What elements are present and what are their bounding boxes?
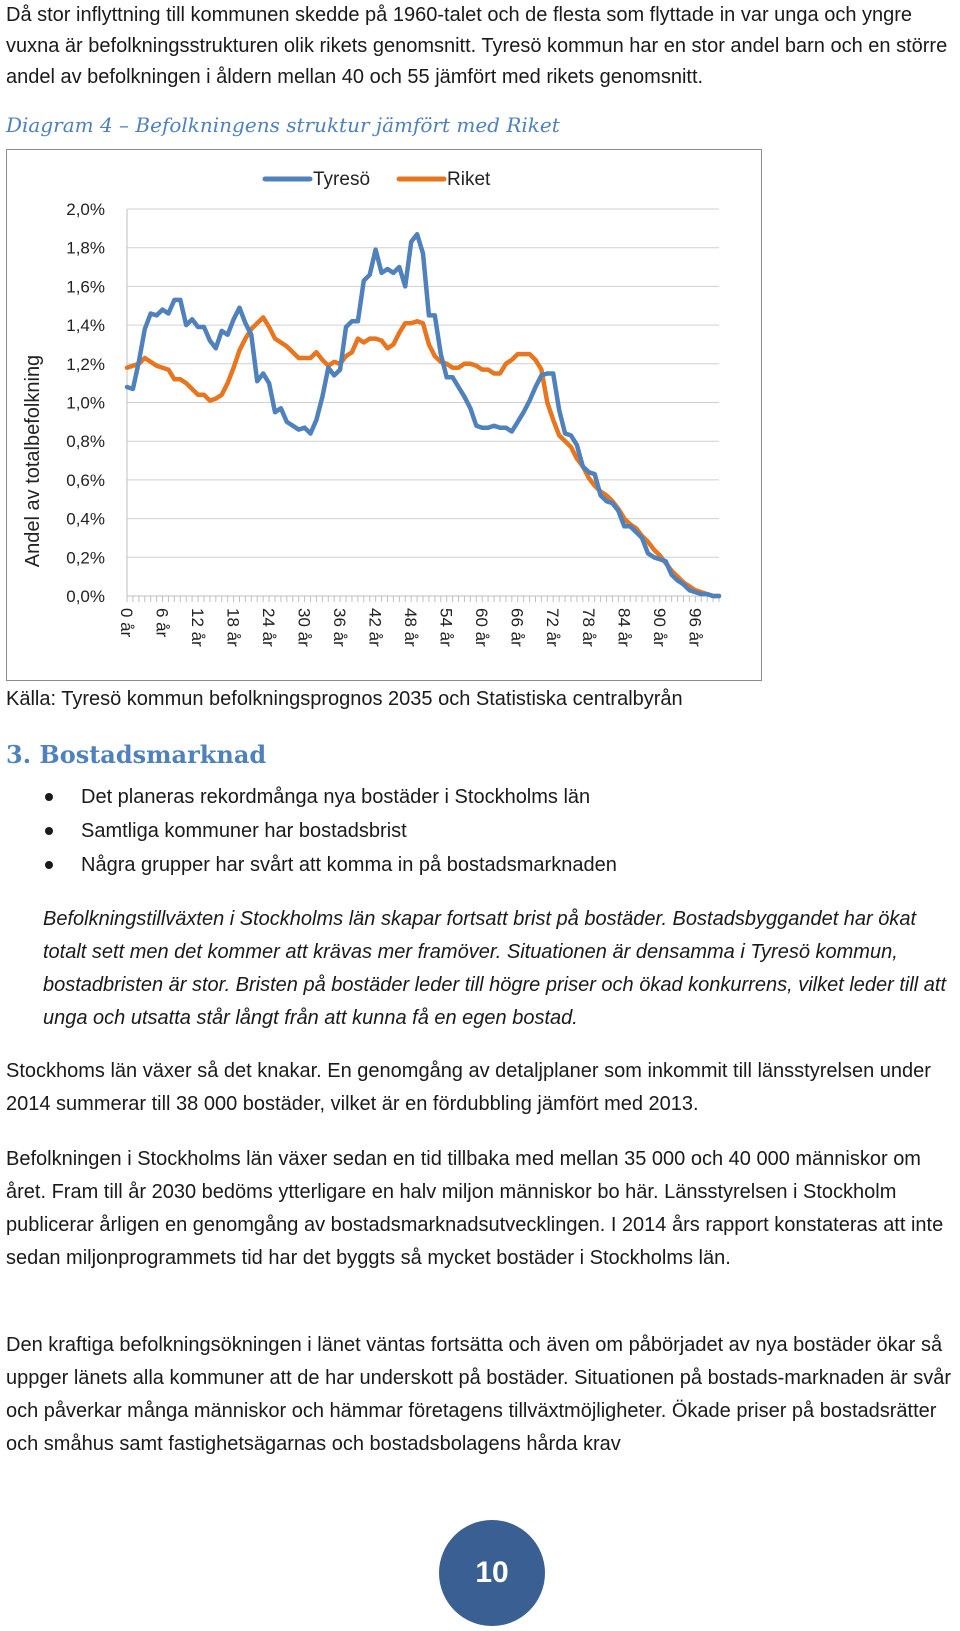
x-tick-label: 48 år	[401, 608, 421, 647]
x-tick-label: 30 år	[294, 608, 314, 647]
bullet-item	[0, 814, 617, 848]
legend-label: Riket	[447, 169, 491, 190]
y-tick-label: 2,0%	[66, 200, 105, 219]
page-number: 10	[439, 1520, 545, 1626]
y-tick-label: 0,8%	[66, 432, 105, 452]
x-tick-label: 90 år	[649, 608, 669, 647]
x-tick-label: 6 år	[152, 608, 172, 638]
bullet-list	[0, 780, 617, 882]
y-axis-label: Andel av totalbefolkning	[22, 354, 44, 568]
population-chart	[6, 149, 762, 681]
intro-paragraph: Då stor inflyttning till kommunen skedde på 1960-talet och de flesta som flyttade in var unga och yngre vuxna är befolkningsstrukturen olik rikets genomsnitt. Tyresö kommun har en stor andel barn och en större andel av befolkningen i åldern mellan 40 och 55 jämfört med rikets genomsnitt.	[6, 4, 948, 88]
y-tick-label: 1,6%	[66, 277, 105, 297]
body-paragraph: Den kraftiga befolkningsökningen i länet väntas fortsätta och även om påbörjadet av nya bostäder ökar så uppger länets alla kommuner att de har underskott på bostäder. Situationen på bostads-marknaden är svår och påverkar många människor och hämmar företagens tillväxtmöjligheter. Ökade priser på bostadsrätter och småhus samt fastighetsägarnas och bostadsbolagens hårda krav	[6, 1334, 952, 1455]
x-tick-label: 12 år	[188, 608, 208, 647]
body-paragraph: Stockhoms län växer så det knakar. En genomgång av detaljplaner som inkommit till länsstyrelsen under 2014 summerar till 38 000 bostäder, vilket är en fördubbling jämfört med 2013.	[6, 1060, 931, 1115]
y-tick-label: 0,0%	[66, 587, 105, 606]
bullet-item	[0, 848, 617, 882]
y-tick-label: 1,8%	[66, 238, 105, 258]
italic-summary: Befolkningstillväxten i Stockholms län skapar fortsatt brist på bostäder. Bostadsbyggandet har ökat totalt sett men det kommer att krävas mer framöver. Situationen är densamma i Tyresö kommun, bostadbristen är stor. Bristen på bostäder leder till högre priser och ökad konkurrens, vilket leder till att unga och utsatta står långt från att kunna få en egen bostad.	[43, 908, 947, 1029]
x-tick-label: 0 år	[117, 608, 136, 638]
y-tick-label: 1,0%	[66, 393, 105, 413]
x-tick-label: 78 år	[578, 608, 598, 647]
bullet-text: Det planeras rekordmånga nya bostäder i Stockholms län	[81, 786, 591, 808]
y-tick-label: 0,2%	[66, 548, 105, 568]
x-tick-label: 96 år	[685, 608, 705, 647]
bullet-item	[0, 780, 617, 814]
y-tick-label: 1,4%	[66, 316, 105, 336]
series-line-riket	[127, 317, 719, 596]
bullet-text: Några grupper har svårt att komma in på bostadsmarknaden	[81, 854, 617, 876]
y-tick-label: 1,2%	[66, 354, 105, 374]
bullet-dot	[45, 827, 53, 835]
figure-caption: Diagram 4 – Befolkningens struktur jämfört med Riket	[6, 113, 560, 137]
bullet-dot	[45, 793, 53, 801]
source-text: Källa: Tyresö kommun befolkningsprognos 2035 och Statistiska centralbyrån	[6, 688, 683, 710]
x-tick-label: 42 år	[365, 608, 385, 647]
section-heading: 3. Bostadsmarknad	[6, 740, 267, 769]
x-tick-label: 36 år	[330, 608, 350, 647]
chart-svg	[7, 150, 761, 680]
x-tick-label: 18 år	[223, 608, 243, 647]
x-tick-label: 72 år	[543, 608, 563, 647]
x-tick-label: 24 år	[259, 608, 279, 647]
x-tick-label: 66 år	[507, 608, 527, 647]
bullet-text: Samtliga kommuner har bostadsbrist	[81, 820, 407, 842]
y-tick-label: 0,6%	[66, 470, 105, 490]
series-line-tyresö	[127, 234, 719, 596]
x-tick-label: 84 år	[614, 608, 634, 647]
x-tick-label: 54 år	[436, 608, 456, 647]
legend-label: Tyresö	[313, 169, 371, 190]
y-tick-label: 0,4%	[66, 509, 105, 529]
x-tick-label: 60 år	[472, 608, 492, 647]
bullet-dot	[45, 861, 53, 869]
body-paragraph: Befolkningen i Stockholms län växer sedan en tid tillbaka med mellan 35 000 och 40 000 människor om året. Fram till år 2030 bedöms ytterligare en halv miljon människor bo här. Länsstyrelsen i Stockholm publicerar årligen en genomgång av bostadsmarknadsutvecklingen. I 2014 års rapport konstateras att inte sedan miljonprogrammets tid har det byggts så mycket bostäder i Stockholms län.	[6, 1148, 944, 1269]
